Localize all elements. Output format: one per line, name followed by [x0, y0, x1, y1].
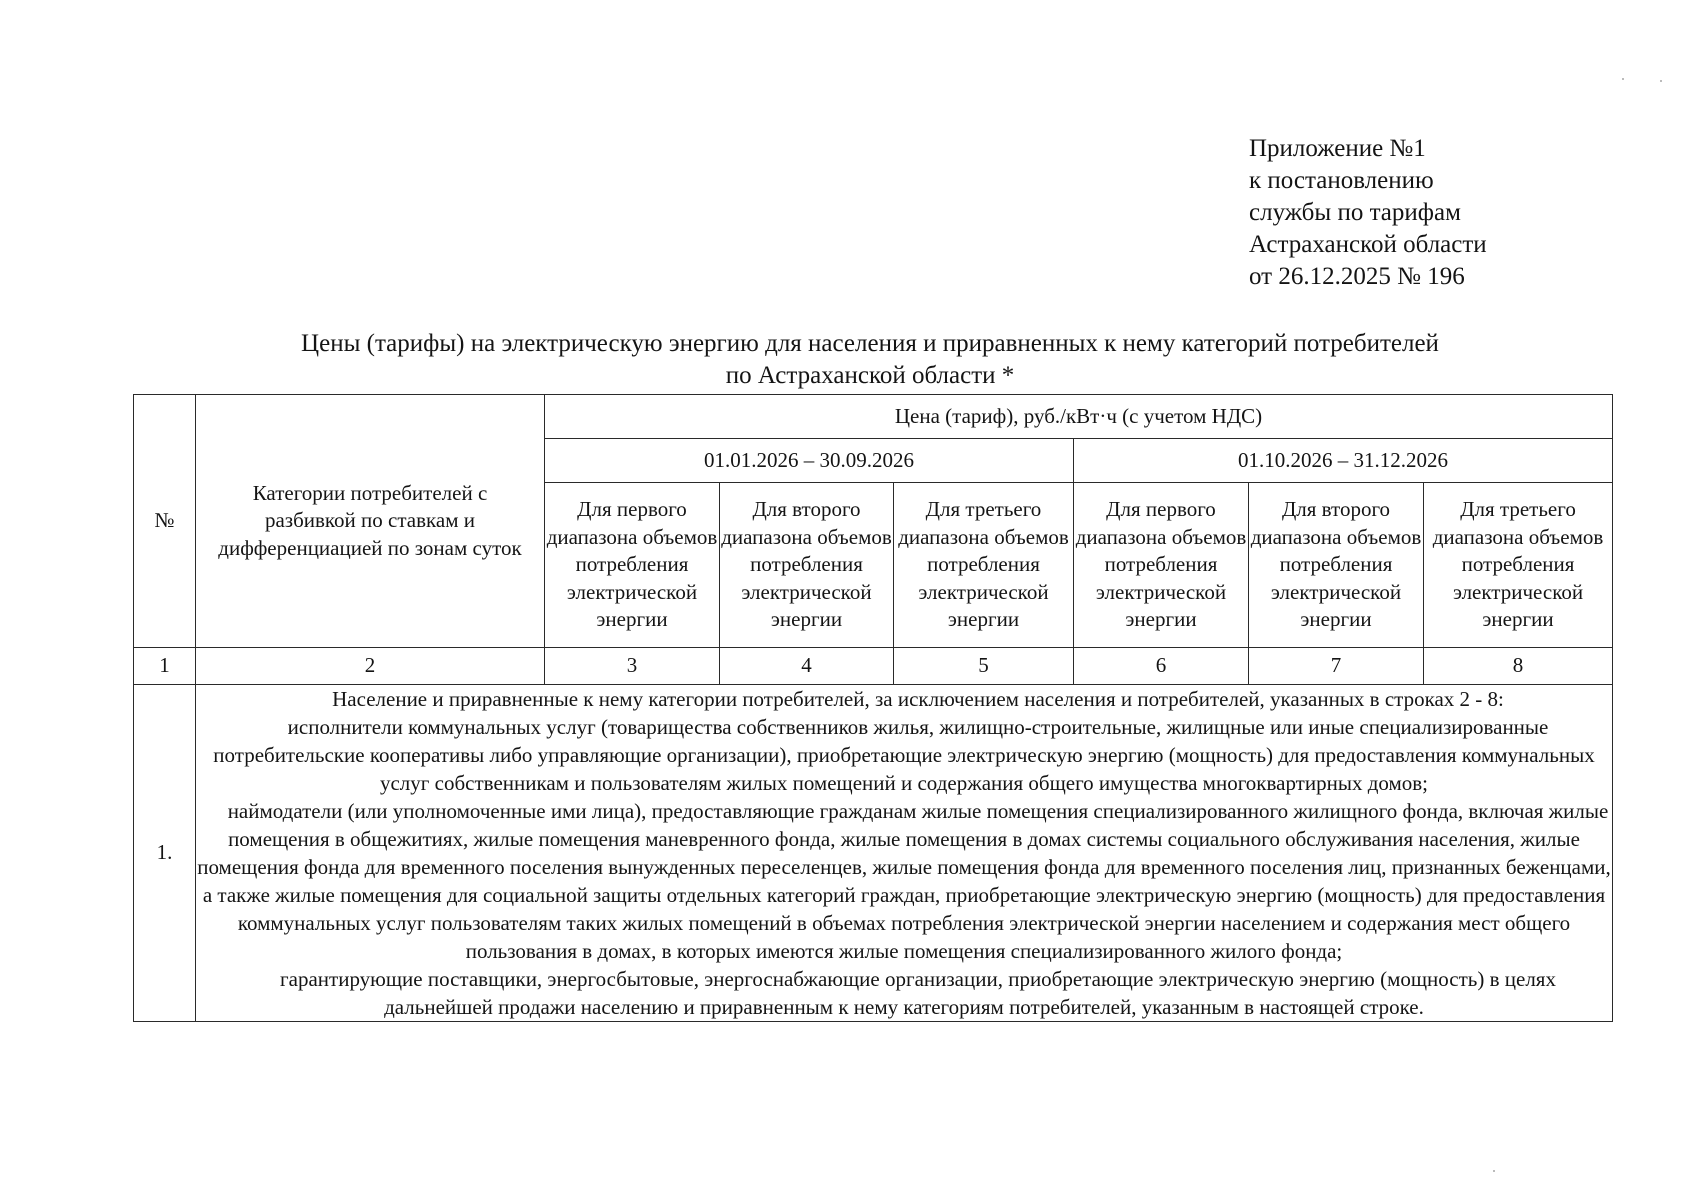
column-number: 1: [134, 648, 196, 685]
table-row: [134, 685, 1613, 1022]
header-period-1: 01.01.2026 – 30.09.2026: [545, 439, 1074, 483]
appendix-line: от 26.12.2025 № 196: [1249, 263, 1465, 290]
scan-speck: [1660, 80, 1662, 82]
header-range: Для первого диапазона объемов потребления электрической энергии: [545, 483, 720, 648]
column-number: 6: [1074, 648, 1249, 685]
appendix-line: Приложение №1: [1249, 135, 1426, 162]
scan-speck: [1622, 78, 1624, 80]
header-range: Для третьего диапазона объемов потребления электрической энергии: [894, 483, 1074, 648]
row-paragraph: наймодатели (или уполномоченные ими лица), предоставляющие гражданам жилые помещения специализированного жилищного фонда, включая жилые помещения в общежитиях, жилые помещения маневренного фонда, жилые помещения в домах системы социального обслуживания населения, жилые помещения фонда для временного поселения вынужденных переселенцев, жилые помещения фонда для временного поселения лиц, признанных беженцами, а также жилые помещения для социальной защиты отдельных категорий граждан, приобретающие электрическую энергию (мощность) для предоставления коммунальных услуг пользователям таких жилых помещений в объемах потребления электрической энергии населением и содержания мест общего пользования в домах, в которых имеются жилые помещения специализированного жилого фонда;: [197, 799, 1611, 963]
row-paragraph: исполнители коммунальных услуг (товарищества собственников жилья, жилищно-строительные, жилищные или иные специализированные потребительские кооперативы либо управляющие организации), приобретающие электрическую энергию (мощность) для предоставления коммунальных услуг собственникам и пользователям жилых помещений и содержания общего имущества многоквартирных домов;: [213, 715, 1595, 795]
appendix-line: к постановлению: [1249, 167, 1434, 194]
column-number: 3: [545, 648, 720, 685]
appendix-line: Астраханской области: [1249, 231, 1487, 258]
header-range: Для первого диапазона объемов потребления электрической энергии: [1074, 483, 1249, 648]
header-range: Для второго диапазона объемов потребления электрической энергии: [720, 483, 894, 648]
column-number: 4: [720, 648, 894, 685]
row-paragraph: гарантирующие поставщики, энергосбытовые, энергоснабжающие организации, приобретающие электрическую энергию (мощность) в целях дальнейшей продажи населению и приравненным к нему категориям потребителей, указанным в настоящей строке.: [280, 967, 1556, 1019]
row-paragraph: Население и приравненные к нему категории потребителей, за исключением населения и потребителей, указанных в строках 2 - 8:: [332, 687, 1504, 711]
row-description: [196, 685, 1613, 1022]
tariff-table: [133, 394, 1613, 1022]
header-period-2: 01.10.2026 – 31.12.2026: [1074, 439, 1613, 483]
row-number: 1.: [134, 685, 196, 1022]
column-number: 8: [1424, 648, 1613, 685]
appendix-line: службы по тарифам: [1249, 199, 1461, 226]
document-title-line-1: Цены (тарифы) на электрическую энергию для населения и приравненных к нему категорий потребителей: [301, 330, 1439, 357]
appendix-block: [1249, 133, 1487, 293]
header-price: Цена (тариф), руб./кВт·ч (с учетом НДС): [545, 395, 1613, 439]
column-number: 2: [196, 648, 545, 685]
document-title: [130, 328, 1610, 392]
scan-speck: [1493, 1170, 1495, 1172]
header-category: Категории потребителей с разбивкой по ставкам и дифференциацией по зонам суток: [196, 395, 545, 648]
document-title-line-2: по Астраханской области *: [725, 362, 1015, 389]
header-range: Для второго диапазона объемов потребления электрической энергии: [1249, 483, 1424, 648]
header-number: №: [134, 395, 196, 648]
column-number: 5: [894, 648, 1074, 685]
header-range: Для третьего диапазона объемов потребления электрической энергии: [1424, 483, 1613, 648]
column-number: 7: [1249, 648, 1424, 685]
